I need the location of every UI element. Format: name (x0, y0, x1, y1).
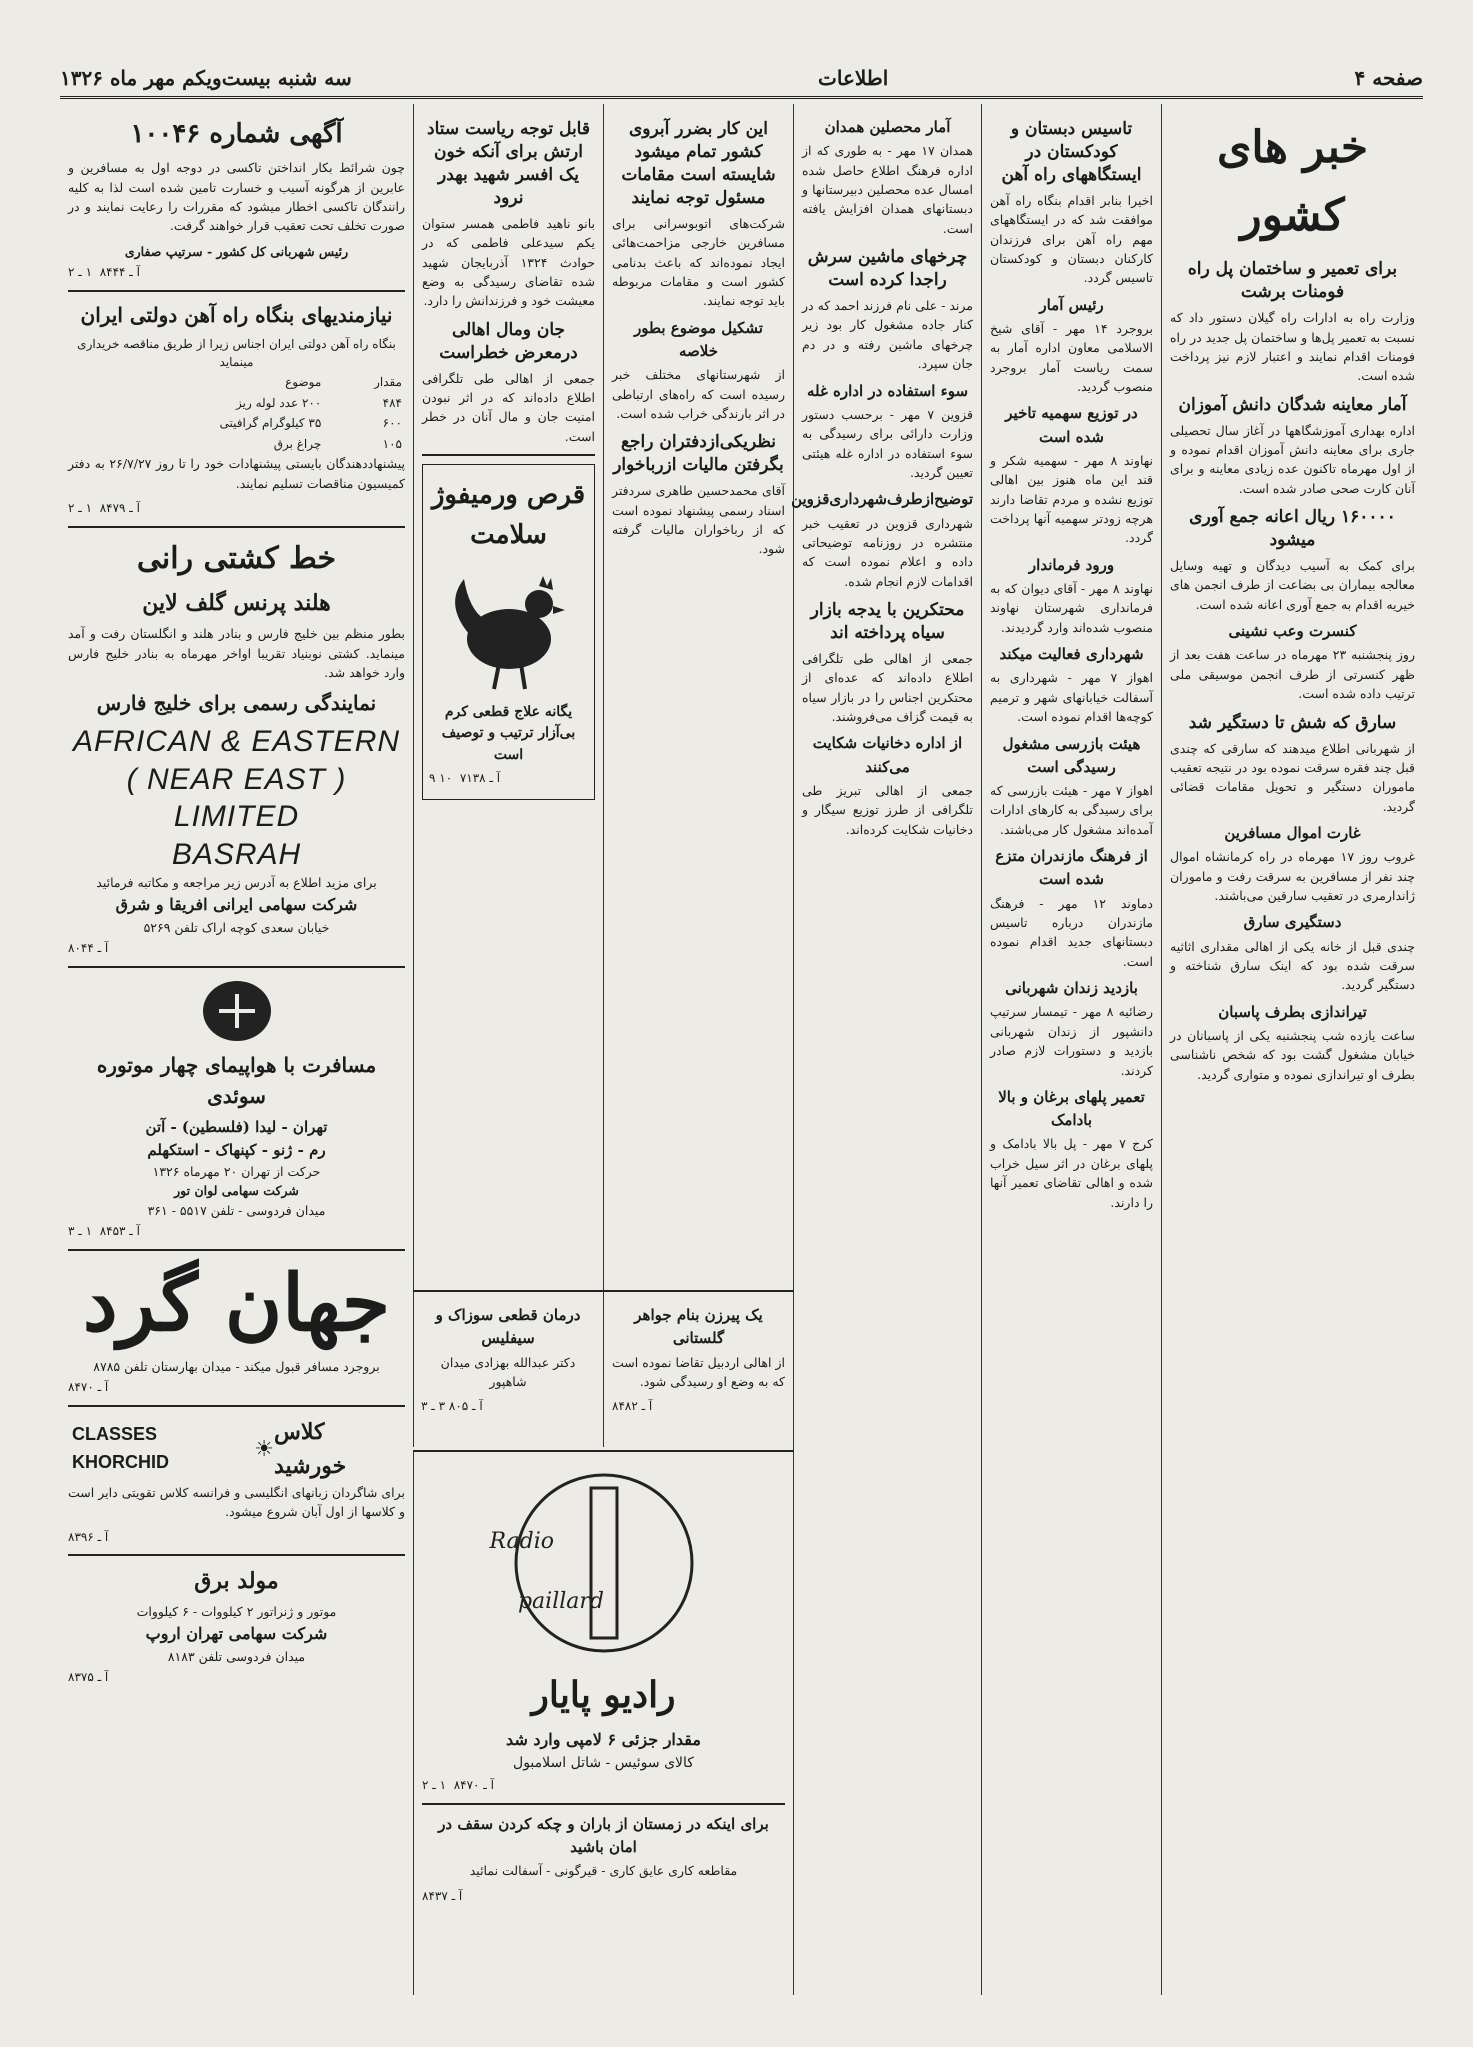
headline: ورود فرماندار (1028, 555, 1115, 574)
travel-cities: رم - ژنو - کپنهاک - استکهلم (147, 1140, 326, 1159)
headline: رئیس آمار (1039, 295, 1104, 314)
headline: چرخهای ماشین سرش راجدا کرده است (807, 247, 968, 291)
table-header: مقدار موضوع (285, 374, 402, 389)
article-text: بانو ناهید فاطمی همسر ستوان یکم سیدعلی فاطمی که در حوادث ۱۳۲۴ آذربایجان شهید شده تقاضای رسیدگی به وضع معیشت خود و فرزندانش را دارد. (422, 215, 596, 309)
svg-text:Radio: Radio (488, 1529, 554, 1554)
article-text: جمعی از اهالی تبریز طی تلگرافی از طرز توزیع سیگار و دخانیات شکایت کرده‌اند. (802, 782, 973, 837)
shipping-sub: هلند پرنس گلف لاین (142, 590, 331, 617)
agent-ref: آ ـ ۸۰۴۴ (68, 940, 109, 955)
column-news-4 (603, 104, 793, 1447)
travel-ad (68, 976, 405, 1241)
headline: آمار معاینه شدگان دانش آموزان (1178, 394, 1407, 415)
article-text: وزارت راه به ادارات راه گیلان دستور داد که نسبت به تعمیر پل‌ها و ساختمان پل جدید در راه فومنات اقدام نمایند و اعتبار لازم نیز پرداخت شده است. (1170, 310, 1415, 384)
article-text: جمعی از اهالی طی تلگرافی اطلاع داده‌اند که عده‌ای از محتکرین اجناس را در بازار سیاه به قیمت گزاف می‌فروشند. (802, 650, 973, 724)
article-text: آقای محمدحسین طاهری سردفتر اسناد رسمی پیشنهاد نموده است که از رباخواران مالیات گرفته شود. (612, 483, 785, 557)
airline-logo-icon (197, 976, 277, 1046)
petition-block (603, 1290, 793, 1447)
generator-company: شرکت سهامی تهران اروپ (145, 1623, 328, 1643)
column-news-3 (793, 104, 981, 1995)
travel-title: مسافرت با هواپیمای چهار موتوره سوئدی (96, 1052, 377, 1108)
column-news-2 (981, 104, 1161, 1995)
divider (422, 454, 595, 456)
jahangard-ad (68, 1257, 405, 1397)
article-text: برای کمک به آسیب دیدگان و تهیه وسایل معالجه بیماران بی بضاعت از طرف انجمن های خیریه اقدام به جمع آوری اعانه شده است. (1170, 558, 1415, 612)
article-text: همدان ۱۷ مهر - به طوری که از اداره فرهنگ اطلاع حاصل شده امسال عده محصلین دبیرستانها و دبستانهای همدان افزایش یافته است. (802, 143, 973, 236)
headline: غارت اموال مسافرین (1224, 824, 1361, 842)
masthead (60, 60, 1423, 99)
headline: سوء استفاده در اداره غله (806, 381, 969, 400)
generator-text: موتور و ژنراتور ۲ کیلووات - ۶ کیلووات (136, 1604, 337, 1620)
divider (68, 1554, 405, 1556)
article-text: ساعت یازده شب پنجشنبه یکی از پاسبانان در خیابان مشغول گشت بود که شخص ناشناسی بطرف او تیراندازی نموده و متواری گردید. (1170, 1028, 1415, 1082)
roof-ad-text: مقاطعه کاری عایق کاری - قیرگونی - آسفالت نمائید (469, 1863, 738, 1879)
article-text: اداره بهداری آموزشگاهها در آغاز سال تحصیلی جاری برای معاینه دانش آموزان اقدام نموده و از اول مهرماه تاکنون عده زیادی معاینه و برای آنان کارت صحی صادر شده است. (1170, 422, 1415, 496)
generator-ad (68, 1564, 405, 1686)
notice-text: چون شرائط بکار انداختن تاکسی در دوجه اول به مسافرین و عابرین از هرگونه آسیب و خسارت تامین شده است لذا به کلیه رانندگان تاکسی اخطار میشود که مقررات را رعایت نمایند و در صورت تخلف تحت تعقیب قرار خواهند گرفت. (68, 160, 405, 234)
classes-text: برای شاگردان زبانهای انگلیسی و فرانسه کلاس تقویتی دایر است و کلاسها از اول آبان شروع میشود. (68, 1484, 405, 1520)
column-news-1 (1161, 104, 1423, 1995)
article-text: غروب روز ۱۷ مهرماه در راه کرمانشاه اموال چند نفر از مسافرین به سرقت رفت و ماموران ژاندارمری در تعقیب سارقین می‌باشند. (1170, 849, 1415, 903)
travel-address: میدان فردوسی - تلفن ۵۵۱۷ - ۳۶۱ (147, 1202, 326, 1218)
table-row: ۴۸۴ ۲۰۰ عدد لوله ریز (236, 395, 402, 410)
headline: بازدید زندان شهربانی (1005, 979, 1138, 998)
shipping-ad (68, 536, 405, 958)
pill-ad-ref: آ ـ ۷۱۳۸ ۱۰ ۹ (429, 770, 501, 785)
headline: ۱۶۰۰۰۰ ریال اعانه جمع آوری میشود (1189, 507, 1396, 551)
petition-text: از اهالی اردبیل تقاضا نموده است که به وضع او رسیدگی شود. (612, 1354, 785, 1389)
classes-ref: آ ـ ۸۳۹۶ (68, 1529, 109, 1544)
article-text: نهاوند ۸ مهر - آقای دیوان که به فرمانداری شهرستان نهاوند منصوب شده‌اند وارد گردیدند. (990, 581, 1153, 635)
article-text: اهواز ۷ مهر - شهرداری به آسفالت خیابانهای شهر و ترمیم کوچه‌ها اقدام نموده است. (990, 670, 1153, 725)
notice-ref: آ ـ ۸۴۴۴ ۱ ـ ۲ (68, 265, 140, 280)
headline: هیئت بازرسی مشغول رسیدگی است (1002, 734, 1141, 776)
issue-date: سه شنبه بیست‌ویکم مهر ماه ۱۳۲۶ (60, 66, 352, 90)
article-text: قزوین ۷ مهر - برحسب دستور وزارت دارائی برای رسیدگی به سوء استفاده در اداره غله هیئتی تعیین گردید. (802, 406, 973, 480)
headline: جان ومال اهالی درمعرض خطراست (439, 319, 578, 363)
article-text: جمعی از اهالی طی تلگرافی اطلاع داده‌اند که در اثر نبودن امنیت جان و مال آنان در خطر است. (422, 370, 595, 444)
small-ads-block (413, 1290, 603, 1447)
classes-name-en: CLASSES KHORCHID (72, 1423, 169, 1472)
svg-text:paillard: paillard (517, 1589, 604, 1614)
divider (68, 526, 405, 528)
rail-tender-sub: بنگاه راه آهن دولتی ایران اجناس زیرا از طریق مناقصه خریداری مینماید (77, 336, 396, 370)
headline: از فرهنگ مازندران متزع شده است (995, 847, 1148, 889)
jahangard-text: بروجرد مسافر قبول میکند - میدان بهارستان تلفن ۸۷۸۵ (93, 1358, 380, 1374)
headline: از اداره دخانیات شکایت می‌کنند (812, 734, 963, 776)
pill-ad (422, 464, 595, 800)
page-number: صفحه ۴ (1354, 66, 1423, 90)
roof-ad-ref: آ ـ ۸۴۳۷ (422, 1888, 463, 1903)
column-ads (60, 104, 413, 1995)
article-text: رضائیه ۸ مهر - تیمسار سرتیپ دانشپور از زندان شهربانی بازدید و دستورات لازم صادر کردند. (990, 1004, 1154, 1078)
doctor-ad-text: دکتر عبدالله بهزادی میدان شاهپور (440, 1354, 576, 1389)
article-text: بروجرد ۱۴ مهر - آقای شیخ الاسلامی معاون اداره آمار به سمت ریاست آمار بروجرد منصوب گردید. (990, 320, 1154, 395)
article-text: اخیرا بنابر اقدام بنگاه راه آهن موافقت شد که در ایستگاههای مهم راه آهن برای فرزندان کارکنان دبستان و کودکستان تاسیس گردد. (990, 192, 1153, 286)
agent-title: نمایندگی رسمی برای خلیج فارس (96, 691, 377, 716)
divider (68, 1405, 405, 1407)
table-row: ۱۰۵ چراغ برق (273, 436, 402, 451)
headline: تاسیس دبستان و کودکستان در ایستگاههای راه آهن (1001, 119, 1142, 185)
headline: توضیح‌ازطرف‌شهرداری‌قزوین (791, 490, 973, 509)
sun-icon: ☀ (254, 1435, 274, 1462)
paper-name: اطلاعات (818, 66, 889, 90)
headline: دستگیری سارق (1243, 913, 1342, 932)
headline: نظریکی‌ازدفتران راجع بگرفتن مالیات ازرباخوار (613, 432, 784, 476)
notice-ad (68, 114, 405, 282)
rail-tender-title: نیازمندیهای بنگاه راه آهن دولتی ایران (80, 302, 393, 327)
agent-company: شرکت سهامی ایرانی افریقا و شرق (115, 894, 358, 914)
generator-title: مولد برق (194, 1568, 279, 1595)
article-text: مرند - علی نام فرزند احمد که در کنار جاده مشغول کار بود زیر چرخهای ماشین رفته و در دم جان سپرد. (802, 298, 973, 372)
headline: تیراندازی بطرف پاسبان (1218, 1002, 1367, 1021)
headline: محتکرین با یدجه بازار سیاه پرداخته اند (810, 600, 965, 643)
classes-ad (68, 1415, 405, 1547)
agent-contact: برای مزید اطلاع به آدرس زیر مراجعه و مکاتبه فرمائید (96, 875, 377, 891)
headline: آمار محصلین همدان (824, 118, 951, 136)
headline: شهرداری فعالیت میکند (999, 645, 1144, 664)
rail-tender-table (68, 372, 405, 454)
roof-ad-title: برای اینکه در زمستان از باران و چکه کردن سقف در امان باشید (438, 1814, 769, 1857)
radio-ad-title: رادیو پایار (531, 1674, 676, 1716)
classes-header (68, 1415, 405, 1483)
petition-ref: آ ـ ۸۴۸۲ (612, 1399, 653, 1414)
radio-ad-block (413, 1450, 793, 1995)
headline: قابل توجه ریاست ستاد ارتش برای آنکه خون یک افسر شهید بهدر نرود (427, 119, 590, 208)
headline: تعمیر پلهای برغان و بالا بادامک (998, 1087, 1145, 1130)
table-row: ۶۰۰ ۳۵ کیلوگرام گرافیتی (219, 416, 402, 431)
shipping-text: بطور منظم بین خلیج فارس و بنادر هلند و انگلستان رفت و آمد مینماید. کشتی نوبنیاد تقریبا اواخر مهرماه به بنادر خلیج فارس وارد خواهد شد. (68, 626, 405, 681)
headline: سارق که شش تا دستگیر شد (1188, 712, 1397, 733)
pill-ad-caption: یگانه علاج قطعی کرم بی‌آزار ترتیب و توصیف است (441, 703, 576, 763)
headline: کنسرت وعب نشینی (1228, 622, 1357, 641)
headline: تشکیل موضوع بطور خلاصه (634, 318, 763, 360)
headline: این کار بضرر آبروی کشور تمام میشود شایسته است مقامات مسئول توجه نمایند (621, 119, 776, 208)
agent-address: خیابان سعدی کوچه اراک تلفن ۵۲۶۹ (143, 919, 330, 935)
travel-ref: آ ـ ۸۴۵۳ ۱ ـ ۳ (68, 1224, 140, 1239)
pill-ad-title: قرص ورمیفوژ سلامت (431, 480, 586, 551)
divider (422, 1803, 785, 1805)
travel-date: حرکت از تهران ۲۰ مهرماه ۱۳۲۶ (152, 1164, 321, 1180)
divider (68, 290, 405, 292)
rail-tender-ad (68, 300, 405, 518)
column-news-5 (413, 104, 603, 1447)
article-text: از شهرستانهای مختلف خبر رسیده است که راه‌های ارتباطی در اثر بارندگی خراب شده است. (612, 367, 785, 421)
headline: در توزیع سهمیه تاخیر شده است (1005, 404, 1138, 446)
rooster-icon (439, 564, 579, 694)
article-text: دماوند ۱۲ مهر - فرهنگ مازندران درباره تاسیس دبستانهای جدید اقدام نموده است. (990, 895, 1153, 969)
generator-address: میدان فردوسی تلفن ۸۱۸۳ (167, 1648, 306, 1664)
doctor-ad-ref: آ ـ ۸۰۵ ۳ ـ ۳ (421, 1399, 483, 1414)
radio-paillard-logo (488, 1468, 699, 1658)
notice-sign: رئیس شهربانی کل کشور - سرتیپ صفاری (124, 243, 349, 259)
agent-name-en: AFRICAN & EASTERN ( NEAR EAST ) LIMITED BASRAH (72, 725, 401, 871)
generator-ref: آ ـ ۸۳۷۵ (68, 1669, 109, 1684)
travel-cities: تهران - لیدا (فلسطین) - آتن (145, 1117, 328, 1136)
notice-title: آگهی شماره ۱۰۰۴۶ (130, 119, 343, 149)
section-title: خبر های کشور (1216, 122, 1369, 242)
doctor-ad-title: درمان قطعی سوزاک و سیفلیس (435, 1306, 581, 1348)
article-text: از شهربانی اطلاع میدهند که سارقی که چندی قبل چند فقره سرقت نموده بود در نتیجه تعقیب ماموران دستگیر و تحویل مقامات قضائی گردید. (1170, 740, 1415, 814)
article-text: نهاوند ۸ مهر - سهمیه شکر و قند این ماه هنوز بین اهالی توزیع نشده و مردم تقاضا دارند هرچه زودتر سهمیه آنها پرداخت گردد. (990, 452, 1153, 546)
travel-company: شرکت سهامی لوان تور (174, 1183, 299, 1199)
divider (68, 1249, 405, 1251)
article-text: روز پنجشنبه ۲۳ مهرماه در ساعت هفت بعد از ظهر کنسرتی از طرف انجمن موسیقی ملی ترتیب داده شده است. (1170, 647, 1415, 702)
divider (68, 966, 405, 968)
article-text: اهواز ۷ مهر - هیئت بازرسی که برای رسیدگی به کارهای ادارات آمده‌اند مشغول کار می‌باشند. (990, 783, 1153, 837)
classes-name-fa: کلاس خورشید (273, 1418, 347, 1479)
article-text: شهرداری قزوین در تعقیب خبر منتشره در روزنامه توضیحاتی داده و اعلام نموده است که اقدامات لازم انجام شده. (802, 515, 973, 589)
jahangard-title: جهان گرد (82, 1257, 391, 1349)
radio-ad-line1: مقدار جزئی ۶ لامپی وارد شد (506, 1729, 701, 1749)
rail-tender-text: پیشنهاددهندگان بایستی پیشنهادات خود را تا روز ۲۶/۷/۲۷ به دفتر کمیسیون مناقصات تسلیم نمایند. (68, 456, 405, 491)
headline: برای تعمیر و ساختمان پل راه فومنات برشت (1187, 259, 1398, 303)
petition-title: یک پیرزن بنام جواهر گلستانی (634, 1306, 763, 1348)
article-text: چندی قبل از خانه یکی از اهالی مقداری اثاثیه سرقت شده بود که اینک سارق شناخته و دستگیر گردید. (1170, 938, 1415, 993)
article-text: شرکت‌های اتوبوسرانی برای مسافرین خارجی مزاحمت‌هائی ایجاد نموده‌اند که باعث بدنامی کشور است و مقامات مربوطه باید توجه نمایند. (612, 215, 785, 309)
radio-ad-ref: آ ـ ۸۴۷۰ ۱ ـ ۲ (422, 1778, 494, 1793)
rail-tender-ref: آ ـ ۸۴۷۹ ۱ ـ ۲ (68, 501, 140, 516)
jahangard-ref: آ ـ ۸۴۷۰ (68, 1380, 109, 1395)
shipping-title: خط کشتی رانی (136, 540, 337, 576)
radio-ad-line2: کالای سوئیس - شاتل اسلامبول (513, 1754, 694, 1771)
article-text: کرج ۷ مهر - پل بالا بادامک و پلهای برغان در اثر سیل خراب شده و اهالی تقاضای تعمیر آنها را دارند. (990, 1136, 1154, 1210)
